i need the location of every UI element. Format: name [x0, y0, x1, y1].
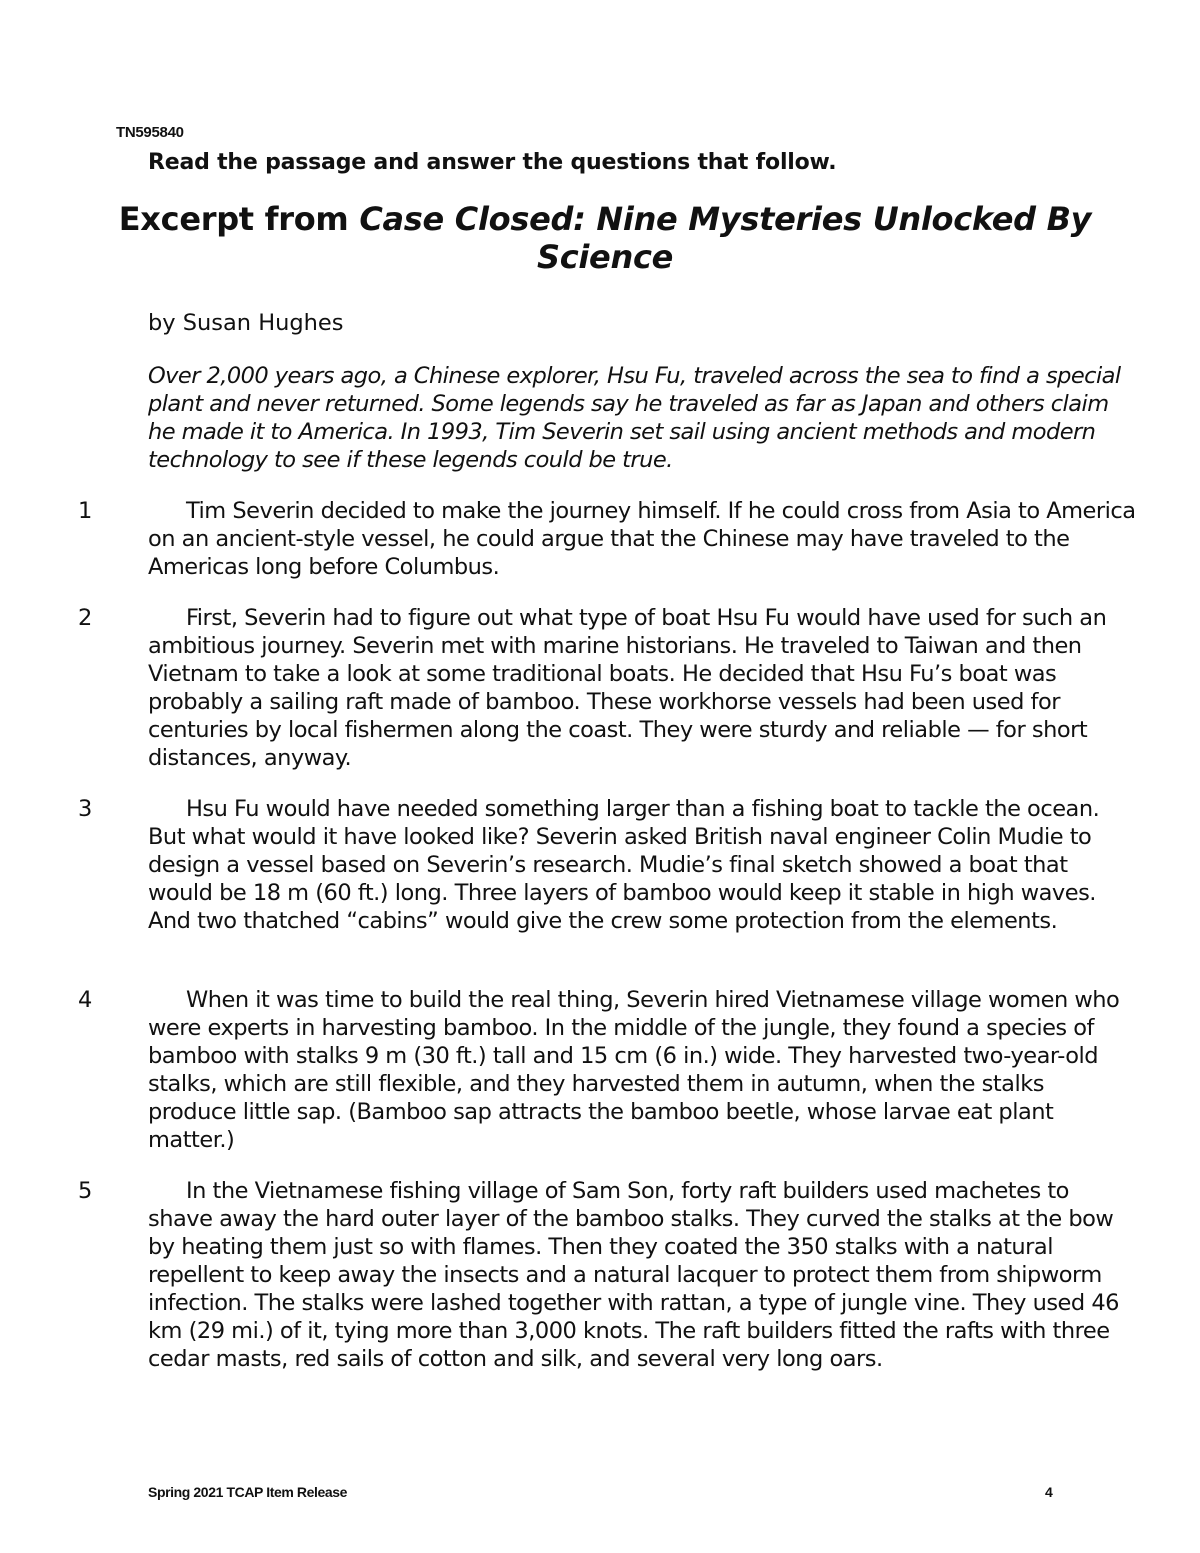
book-title: Case Closed: Nine Mysteries Unlocked By Science — [359, 200, 1092, 276]
instructions: Read the passage and answer the questions that follow. — [148, 150, 837, 175]
item-id: TN595840 — [116, 124, 184, 141]
paragraph-number: 5 — [78, 1178, 93, 1204]
passage-title — [110, 200, 1100, 276]
paragraph-number: 3 — [78, 796, 93, 822]
intro-paragraph: Over 2,000 years ago, a Chinese explorer, Hsu Fu, traveled across the sea to find a special plant and never returned. Some legends say he traveled as far as Japan and others claim he made it to America. In 1993, Tim Severin set sail using ancient methods and modern technology to see if these legends could be true. — [148, 363, 1121, 473]
paragraph-text: Hsu Fu would have needed something larger than a fishing boat to tackle the ocean. But what would it have looked like? Severin asked British naval engineer Colin Mudie to design a vessel based on Severin’s research. Mudie’s final sketch showed a boat that would be 18 m (60 ft.) long. Three layers of bamboo would keep it stable in high waves. And two thatched “cabins” would give the crew some protection from the elements. — [148, 796, 1100, 934]
footer-release: Spring 2021 TCAP Item Release — [148, 1484, 348, 1500]
byline: by Susan Hughes — [148, 310, 344, 336]
page-number: 4 — [1045, 1484, 1053, 1500]
paragraph-number: 4 — [78, 987, 93, 1013]
title-prefix: Excerpt from — [118, 200, 360, 238]
paragraph-text: In the Vietnamese fishing village of Sam Son, forty raft builders used machetes to shave away the hard outer layer of the bamboo stalks. They curved the stalks at the bow by heating them just so with flames. Then they coated the 350 stalks with a natural repellent to keep away the insects and a natural lacquer to protect them from shipworm infection. The stalks were lashed together with rattan, a type of jungle vine. They used 46 km (29 mi.) of it, tying more than 3,000 knots. The raft builders fitted the rafts with three cedar masts, red sails of cotton and silk, and several very long oars. — [148, 1178, 1119, 1372]
paragraph-text: When it was time to build the real thing, Severin hired Vietnamese village women who were experts in harvesting bamboo. In the middle of the jungle, they found a species of bamboo with stalks 9 m (30 ft.) tall and 15 cm (6 in.) wide. They harvested two-year-old stalks, which are still flexible, and they harvested them in autumn, when the stalks produce little sap. (Bamboo sap attracts the bamboo beetle, whose larvae eat plant matter.) — [148, 987, 1120, 1153]
paragraph-text: First, Severin had to figure out what type of boat Hsu Fu would have used for such an ambitious journey. Severin met with marine historians. He traveled to Taiwan and then Vietnam to take a look at some traditional boats. He decided that Hsu Fu’s boat was probably a sailing raft made of bamboo. These workhorse vessels had been used for centuries by local fishermen along the coast. They were sturdy and reliable — for short distances, anyway. — [148, 605, 1107, 771]
paragraph-number: 1 — [78, 498, 93, 524]
paragraph-text: Tim Severin decided to make the journey himself. If he could cross from Asia to America on an ancient-style vessel, he could argue that the Chinese may have traveled to the Americas long before Columbus. — [148, 498, 1136, 580]
paragraph-number: 2 — [78, 605, 93, 631]
